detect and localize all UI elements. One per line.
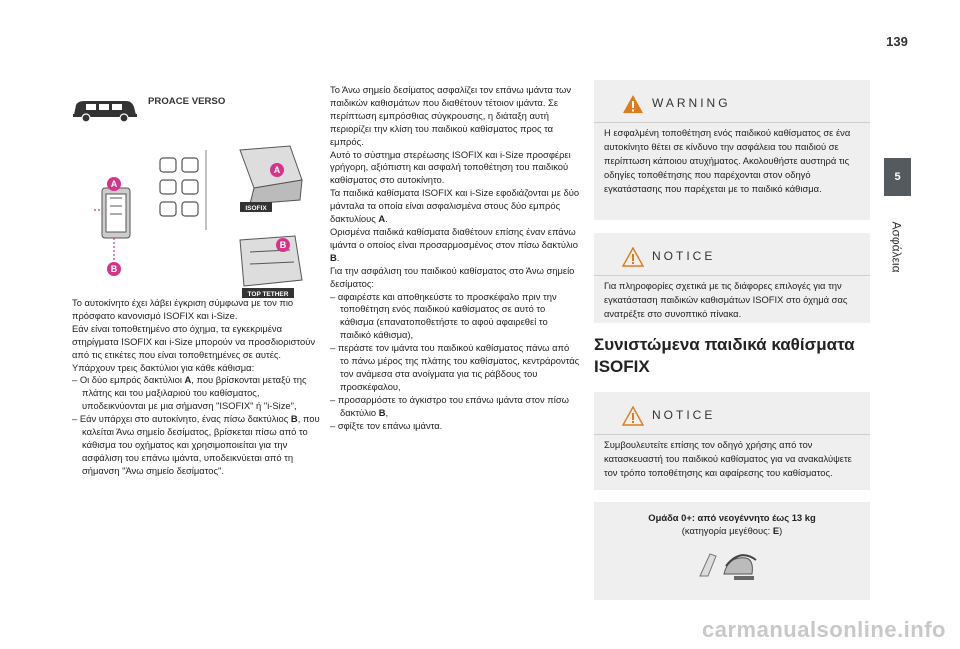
details-text-column [330,84,580,432]
divider [594,122,870,123]
bullet-item: – αφαιρέστε και αποθηκεύστε το προσκέφαλο πριν την τοποθέτηση ενός παιδικού καθίσματος σε αυτό το κάθισμα (επανατοποθετήστε το αφού αφαιρεθεί το παιδικό κάθισμα), [330,290,557,341]
paragraph: Αυτό το σύστημα στερέωσης ISOFIX και i-Size προσφέρει γρήγορη, αξιόπιστη και ασφαλή τοποθέτηση του παιδικού καθίσματος στο αυτοκίνητο. [330,148,571,186]
bullet-item: – περάστε τον ιμάντα του παιδικού καθίσματος πάνω από το πάνω μέρος της πλάτης του καθίσματος, κεντράροντάς τον ανάμεσα στα ανοίγματα για τις ράβδους του προσκέφαλου, [330,342,580,392]
notice-icon [622,247,644,267]
top-tether-seat-detail [240,236,302,286]
bullet-item: – Οι δύο εμπρός δακτύλιοι A, που βρίσκονται μεταξύ της πλάτης και του μαξιλαριού του καθίσματος, υποδεικνύονται με μια σήμανση "ISOFIX" ή "i-Size", [72,374,307,412]
notice-title: NOTICE [652,249,716,263]
notice-header [594,404,870,430]
paragraph: Το Άνω σημείο δεσίματος ασφαλίζει τον επάνω ιμάντα των παιδικών καθισμάτων που διαθέτουν τέτοιον ιμάντα. Σε περίπτωση εμπρόσθιας σύγκρουσης, η διάταξη αυτή περιορίζει την κλίση του παιδικού καθίσματος προς τα εμπρός. [330,84,572,147]
van-model-label: PROACE VERSO [148,96,226,107]
child-seat-group-box [594,502,870,600]
notice-title: NOTICE [652,408,716,422]
warning-header [594,92,870,118]
chapter-tab-label: Ασφάλεια [890,221,904,273]
group-title: Ομάδα 0+: από νεογέννητο έως 13 kg [648,512,816,523]
infant-carrier-icon [694,546,774,586]
divider [594,434,870,435]
notice-header [594,245,870,271]
notice-box [594,233,870,323]
seat-layout-icon [160,150,206,230]
svg-text:B: B [279,240,287,250]
paragraph: Τα παιδικά καθίσματα ISOFIX και i-Size εφοδιάζονται με δύο μάνταλα τα οποία είναι ασφαλισμένα στους δύο εμπρός δακτυλίους A. [330,187,580,225]
group-size-category: (κατηγορία μεγέθους: E) [681,525,783,536]
isofix-seat-detail [240,146,302,204]
paragraph: Για την ασφάλιση του παιδικού καθίσματος στο Άνω σημείο δεσίματος: [330,264,575,289]
svg-text:ISOFIX: ISOFIX [245,205,267,212]
isofix-anchor-diagram [90,140,325,310]
paragraph: Υπάρχουν τρεις δακτύλιοι για κάθε κάθισμα: [72,361,255,373]
chapter-tab-label-wrap [872,212,922,282]
chapter-tab[interactable]: 5 [884,158,911,196]
bullet-item: – σφίξτε τον επάνω ιμάντα. [330,419,443,431]
notice-icon [622,406,644,426]
notice-box [594,392,870,490]
svg-text:A: A [110,179,118,189]
watermark: carmanualsonline.info [702,617,946,642]
paragraph: Το αυτοκίνητο έχει λάβει έγκριση σύμφωνα με τον πιο πρόσφατο κανονισμό ISOFIX και i-Size. [72,297,294,321]
svg-text:TOP TETHER: TOP TETHER [247,291,289,298]
svg-text:B: B [110,264,118,274]
notice-text: Για πληροφορίες σχετικά με τις διάφορες επιλογές για την εγκατάσταση παιδικών καθισμάτων ISOFIX στο όχημά σας ανατρέξτε στο συνοπτικό πίνακα. [604,280,848,319]
page-number: 139 [886,34,908,49]
seat-side-profile-icon [102,188,130,238]
svg-text:A: A [273,165,281,175]
notice-text: Συμβουλευτείτε επίσης τον οδηγό χρήσης από τον κατασκευαστή του παιδικού καθίσματος για να ανακαλύψετε τον τρόπο τοποθέτησης και αφαίρεσης του καθίσματος. [604,439,852,478]
van-icon [70,97,140,123]
bullet-item: – προσαρμόστε το άγκιστρο του επάνω ιμάντα στον πίσω δακτύλιο B, [330,393,569,418]
warning-text: Η εσφαλμένη τοποθέτηση ενός παιδικού καθίσματος σε ένα αυτοκίνητο θέτει σε κίνδυνο την ασφάλεια του παιδιού σε περίπτωση κάποιου ατυχήματος. Ακολουθήστε αυστηρά τις οδηγίες τοποθέτησης που παρέχονται στον οδηγό εγκατάστασης που παρέχεται με το παιδικό κάθισμα. [604,127,851,194]
paragraph: Εάν είναι τοποθετημένο στο όχημα, τα εγκεκριμένα στηρίγματα ISOFIX και i-Size μπορούν να προσδιοριστούν από τις ετικέτες που είναι τοποθετημένες σε αυτές. [72,322,316,360]
bullet-item: – Εάν υπάρχει στο αυτοκίνητο, ένας πίσω δακτύλιος B, που καλείται Άνω σημείο δεσίματος, βρίσκεται πίσω από το κάθισμα του οχήματος και χρησιμοποιείται για την ασφάλιση του επάνω ιμάντα, υποδεικνύεται από τη σήμανση "Άνω σημείο δεσίματος". [72,413,320,476]
warning-title: WARNING [652,96,731,110]
divider [594,275,870,276]
intro-text-column [72,297,322,478]
warning-icon [622,94,644,114]
paragraph: Ορισμένα παιδικά καθίσματα διαθέτουν επίσης έναν επάνω ιμάντα ο οποίος είναι προσαρμοσμένος στον πίσω δακτύλιο B. [330,225,578,263]
section-title: Συνιστώμενα παιδικά καθίσματα ISOFIX [594,335,855,376]
warning-box [594,80,870,220]
